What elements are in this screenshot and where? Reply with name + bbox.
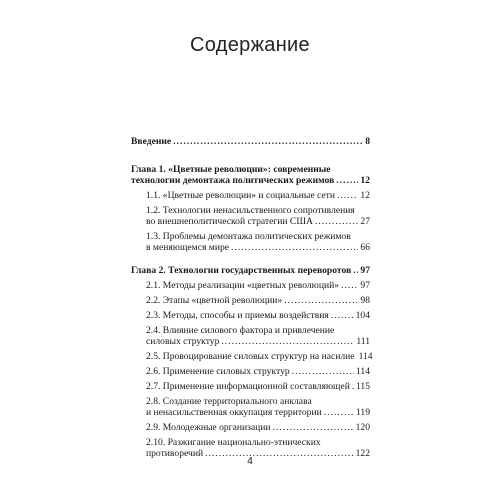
toc-entry-label: 2.4. Влияние силового фактора и привлечение (146, 325, 335, 336)
page-number: 4 (247, 456, 253, 467)
toc-page-number: 66 (360, 242, 370, 253)
toc-entry-2-2[interactable] (131, 295, 370, 306)
toc-page-number: 114 (358, 351, 373, 362)
toc-entry-label: в меняющемся мире (146, 242, 230, 253)
toc-page-number: 114 (355, 366, 370, 377)
toc-page-number: 8 (365, 136, 370, 147)
toc-page-number: 122 (355, 448, 370, 459)
dot-leader (336, 175, 358, 186)
dot-leader (341, 280, 358, 291)
dot-leader (292, 366, 354, 377)
toc-entry-label: и ненасильственная оккупация территории (146, 407, 322, 418)
dot-leader (352, 381, 354, 392)
toc-entry-label: силовых структур (146, 336, 220, 347)
toc-entry-label: 1.2. Технологии ненасильственного сопротивления (146, 205, 355, 216)
toc-entry-2-5[interactable] (131, 351, 373, 362)
toc-entry-label: Глава 2. Технологии государственных переворотов (131, 265, 352, 276)
toc-page-number: 104 (355, 310, 370, 321)
toc-entry-1-1[interactable] (131, 190, 370, 201)
toc-page-number: 12 (360, 175, 370, 186)
toc-page-number: 115 (355, 381, 370, 392)
toc-entry-2-9[interactable] (131, 422, 370, 433)
toc-entry-label: 2.10. Разжигание национально-этнических (146, 437, 321, 448)
toc-entry-label: 2.5. Провоцирование силовых структур на насилие (146, 351, 355, 362)
dot-leader (331, 310, 354, 321)
toc-page-number: 120 (355, 422, 370, 433)
toc-entry-label: 2.3. Методы, способы и приемы воздействия (146, 310, 329, 321)
page-title: Содержание (190, 34, 310, 56)
toc-entry-label: 2.9. Молодежные организации (146, 422, 271, 433)
toc-entry-2-4[interactable] (131, 325, 370, 347)
toc-entry-label: технологии демонтажа политических режимов (131, 175, 335, 186)
table-of-contents (131, 136, 373, 459)
dot-leader (337, 190, 358, 201)
dot-leader (353, 265, 358, 276)
toc-page-number: 97 (360, 265, 370, 276)
dot-leader (173, 136, 363, 147)
toc-entry-label: противоречий (146, 448, 204, 459)
toc-entry-label: 2.7. Применение информационной составляющей (146, 381, 350, 392)
toc-entry-label: 1.3. Проблемы демонтажа политических режимов (146, 231, 351, 242)
toc-entry-chapter-1[interactable] (131, 164, 370, 186)
toc-entry-label: 2.1. Методы реализации «цветных революций» (146, 280, 340, 291)
toc-page-number: 27 (360, 216, 370, 227)
toc-entry-2-6[interactable] (131, 366, 370, 377)
toc-entry-1-2[interactable] (131, 205, 370, 227)
dot-leader (315, 216, 358, 227)
dot-leader (284, 295, 358, 306)
dot-leader (231, 242, 358, 253)
toc-entry-label: Глава 1. «Цветные революции»: современные (131, 164, 331, 175)
toc-entry-2-8[interactable] (131, 396, 370, 418)
dot-leader (324, 407, 354, 418)
toc-entry-label: 2.8. Создание территориального анклава (146, 396, 312, 407)
toc-entry-intro[interactable] (131, 136, 370, 147)
toc-entry-2-7[interactable] (131, 381, 370, 392)
toc-entry-label: Введение (131, 136, 172, 147)
dot-leader (273, 422, 354, 433)
toc-entry-2-3[interactable] (131, 310, 370, 321)
toc-page-number: 97 (360, 280, 370, 291)
dot-leader (221, 336, 354, 347)
toc-entry-2-1[interactable] (131, 280, 370, 291)
toc-entry-label: 2.2. Этапы «цветной революции» (146, 295, 283, 306)
toc-entry-chapter-2[interactable] (131, 265, 370, 276)
toc-entry-label: 1.1. «Цветные революции» и социальные сети (146, 190, 335, 201)
toc-page-number: 119 (355, 407, 370, 418)
toc-entry-1-3[interactable] (131, 231, 370, 253)
toc-page-number: 111 (356, 336, 370, 347)
toc-page-number: 12 (360, 190, 370, 201)
toc-entry-label: 2.6. Применение силовых структур (146, 366, 290, 377)
toc-page-number: 98 (360, 295, 370, 306)
toc-entry-label: во внешнеполитической стратегии США (146, 216, 313, 227)
